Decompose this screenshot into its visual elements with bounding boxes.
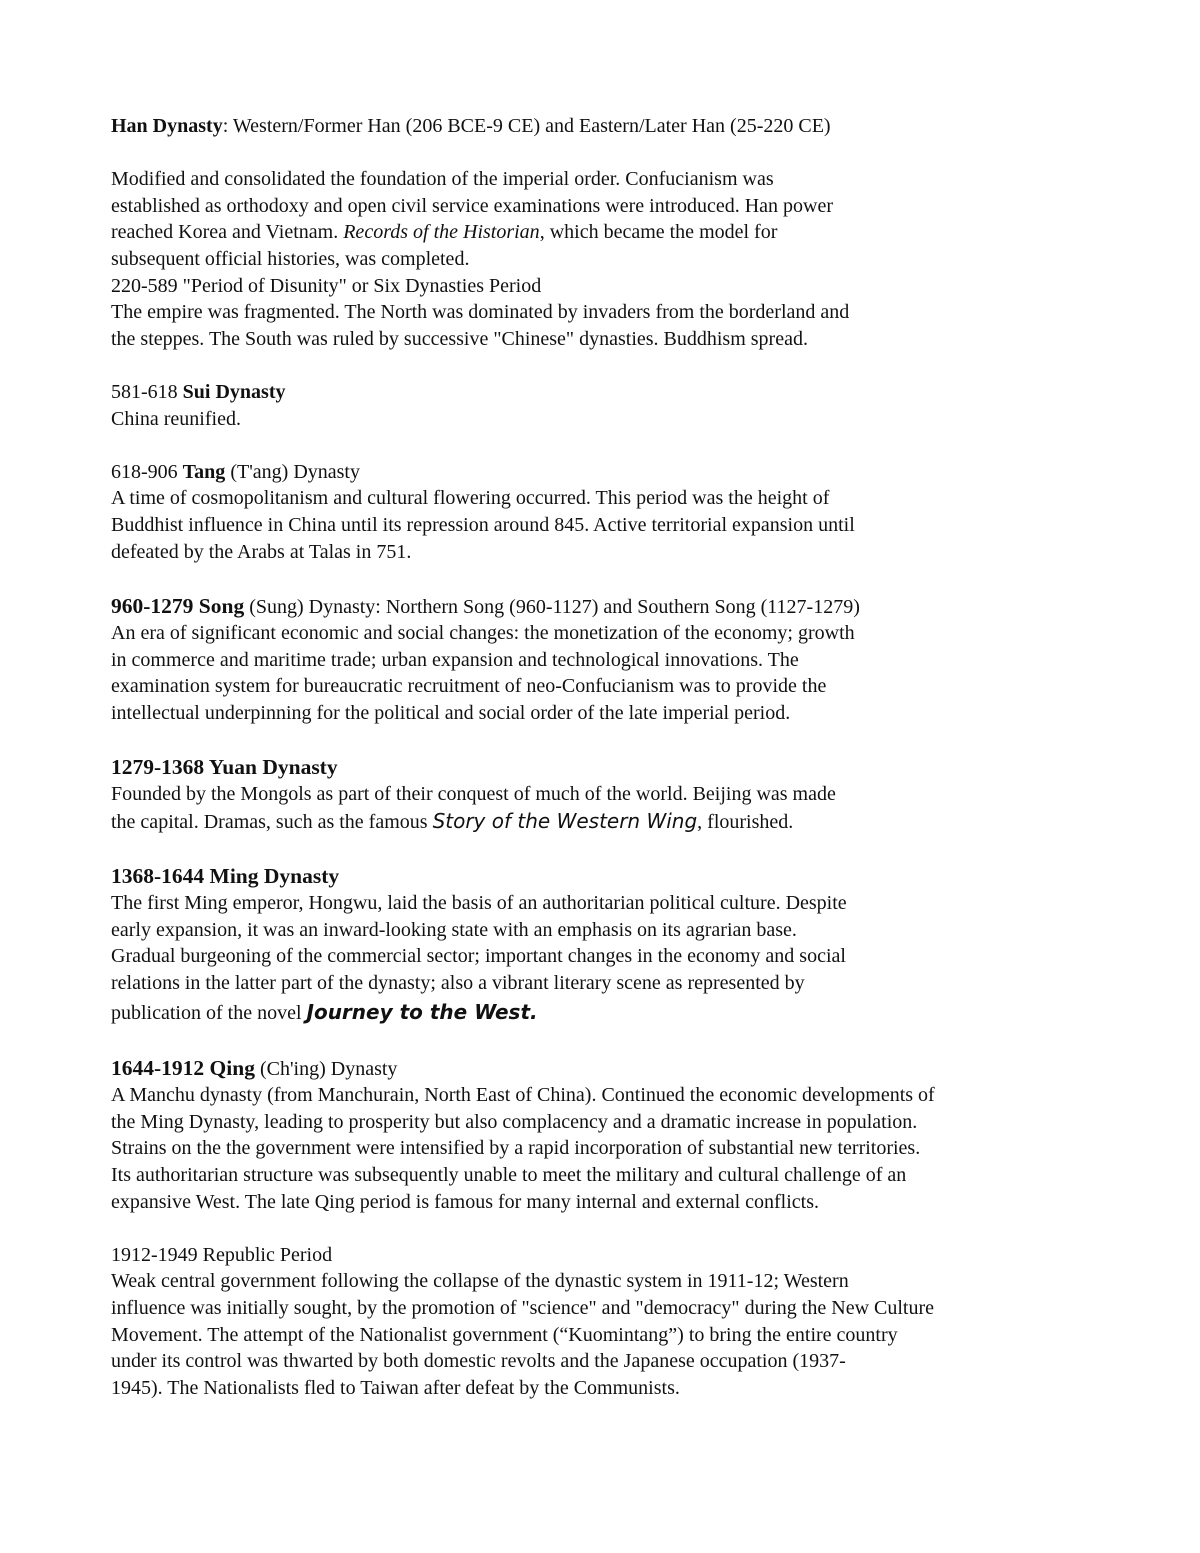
song-heading: 960-1279 Song <box>111 593 245 618</box>
song-line-3: examination system for bureaucratic recruitment of neo-Confucianism was to provide the <box>111 675 827 698</box>
han-line-4: subsequent official histories, was completed. <box>111 247 470 270</box>
song-heading-rest: (Sung) Dynasty: Northern Song (960-1127) and Southern Song (1127-1279) <box>244 595 860 618</box>
qing-heading: 1644-1912 Qing <box>111 1055 255 1080</box>
sui-section <box>111 379 1101 432</box>
spacer <box>111 835 1101 862</box>
disunity-line-1: The empire was fragmented. The North was dominated by invaders from the borderland and <box>111 301 850 324</box>
tang-section <box>111 459 1101 565</box>
disunity-section <box>111 273 1101 353</box>
tang-name: Tang <box>182 460 226 483</box>
qing-heading-rest: (Ch'ing) Dynasty <box>254 1057 398 1080</box>
qing-line-1: A Manchu dynasty (from Manchurain, North East of China). Continued the economic developments of <box>111 1084 935 1107</box>
spacer <box>111 565 1101 592</box>
han-line-2: established as orthodoxy and open civil service examinations were introduced. Han power <box>111 194 834 217</box>
han-book-title: Records of the Historian <box>343 221 540 244</box>
ming-line-5 <box>111 999 1101 1027</box>
yuan-line-2 <box>111 808 1101 836</box>
yuan-heading: 1279-1368 Yuan Dynasty <box>111 755 338 780</box>
spacer <box>111 352 1101 379</box>
spacer <box>111 432 1101 459</box>
han-heading: Han Dynasty <box>111 115 223 137</box>
republic-line-5: 1945). The Nationalists fled to Taiwan after defeat by the Communists. <box>111 1376 680 1399</box>
yuan-section <box>111 753 1101 835</box>
tang-line-2: Buddhist influence in China until its repression around 845. Active territorial expansion until <box>111 513 855 536</box>
spacer <box>111 727 1101 754</box>
republic-line-3: Movement. The attempt of the Nationalist government (“Kuomintang”) to bring the entire country <box>111 1323 898 1346</box>
song-heading-line <box>111 592 1101 621</box>
yuan-line-2-b: , flourished. <box>697 810 794 833</box>
han-heading-rest: : Western/Former Han (206 BCE-9 CE) and Eastern/Later Han (25-220 CE) <box>222 115 831 137</box>
tang-heading <box>111 459 1101 486</box>
republic-section <box>111 1242 1101 1402</box>
song-line-4: intellectual underpinning for the political and social order of the late imperial period. <box>111 702 791 725</box>
sui-name: Sui Dynasty <box>182 380 286 403</box>
tang-line-1: A time of cosmopolitanism and cultural flowering occurred. This period was the height of <box>111 487 830 510</box>
yuan-heading-line <box>111 753 1101 781</box>
republic-heading: 1912-1949 Republic Period <box>111 1243 333 1266</box>
sui-heading <box>111 379 1101 406</box>
han-section <box>111 113 1101 273</box>
qing-heading-line <box>111 1054 1101 1083</box>
spacer <box>111 1215 1101 1242</box>
document-page <box>111 113 1101 1401</box>
sui-line-1: China reunified. <box>111 407 241 430</box>
republic-line-1: Weak central government following the collapse of the dynastic system in 1911-12; Western <box>111 1270 849 1293</box>
qing-section <box>111 1054 1101 1216</box>
yuan-line-1: Founded by the Mongols as part of their conquest of much of the world. Beijing was made <box>111 783 836 806</box>
ming-line-1: The first Ming emperor, Hongwu, laid the basis of an authoritarian political culture. Despite <box>111 892 847 915</box>
ming-line-3: Gradual burgeoning of the commercial sector; important changes in the economy and social <box>111 945 846 968</box>
song-line-2: in commerce and maritime trade; urban expansion and technological innovations. The <box>111 648 799 671</box>
sui-years: 581-618 <box>111 380 183 403</box>
republic-line-4: under its control was thwarted by both domestic revolts and the Japanese occupation (1937- <box>111 1350 846 1373</box>
republic-line-2: influence was initially sought, by the promotion of "science" and "democracy" during the New Culture <box>111 1296 934 1319</box>
qing-line-3: Strains on the the government were intensified by a rapid incorporation of substantial new territories. <box>111 1137 921 1160</box>
spacer <box>111 140 1101 167</box>
yuan-drama-title: Story of the Western Wing <box>432 808 698 833</box>
han-line-3-a: reached Korea and Vietnam. <box>111 221 344 244</box>
ming-line-4: relations in the latter part of the dynasty; also a vibrant literary scene as represented by <box>111 971 805 994</box>
tang-years: 618-906 <box>111 460 183 483</box>
tang-line-3: defeated by the Arabs at Talas in 751. <box>111 540 412 563</box>
han-line-3-b: , which became the model for <box>539 221 778 244</box>
qing-line-4: Its authoritarian structure was subsequently unable to meet the military and cultural challenge of an <box>111 1163 907 1186</box>
ming-novel-title: Journey to the West. <box>306 1000 538 1025</box>
han-line-3 <box>111 219 1101 246</box>
qing-line-2: the Ming Dynasty, leading to prosperity but also complacency and a dramatic increase in population. <box>111 1110 918 1133</box>
spacer <box>111 1027 1101 1054</box>
qing-line-5: expansive West. The late Qing period is famous for many internal and external conflicts. <box>111 1190 819 1213</box>
song-section <box>111 592 1101 727</box>
yuan-line-2-a: the capital. Dramas, such as the famous <box>111 810 433 833</box>
ming-section <box>111 862 1101 1027</box>
ming-heading: 1368-1644 Ming Dynasty <box>111 864 340 889</box>
ming-line-2: early expansion, it was an inward-looking state with an emphasis on its agrarian base. <box>111 918 797 941</box>
ming-line-5-a: publication of the novel <box>111 1002 307 1025</box>
ming-heading-line <box>111 862 1101 890</box>
han-line-1: Modified and consolidated the foundation of the imperial order. Confucianism was <box>111 168 774 191</box>
han-heading-line <box>111 113 1101 140</box>
song-line-1: An era of significant economic and social changes: the monetization of the economy; growth <box>111 622 855 645</box>
disunity-line-2: the steppes. The South was ruled by successive "Chinese" dynasties. Buddhism spread. <box>111 327 808 350</box>
disunity-heading: 220-589 "Period of Disunity" or Six Dynasties Period <box>111 274 542 297</box>
tang-heading-rest: (T'ang) Dynasty <box>225 460 360 483</box>
